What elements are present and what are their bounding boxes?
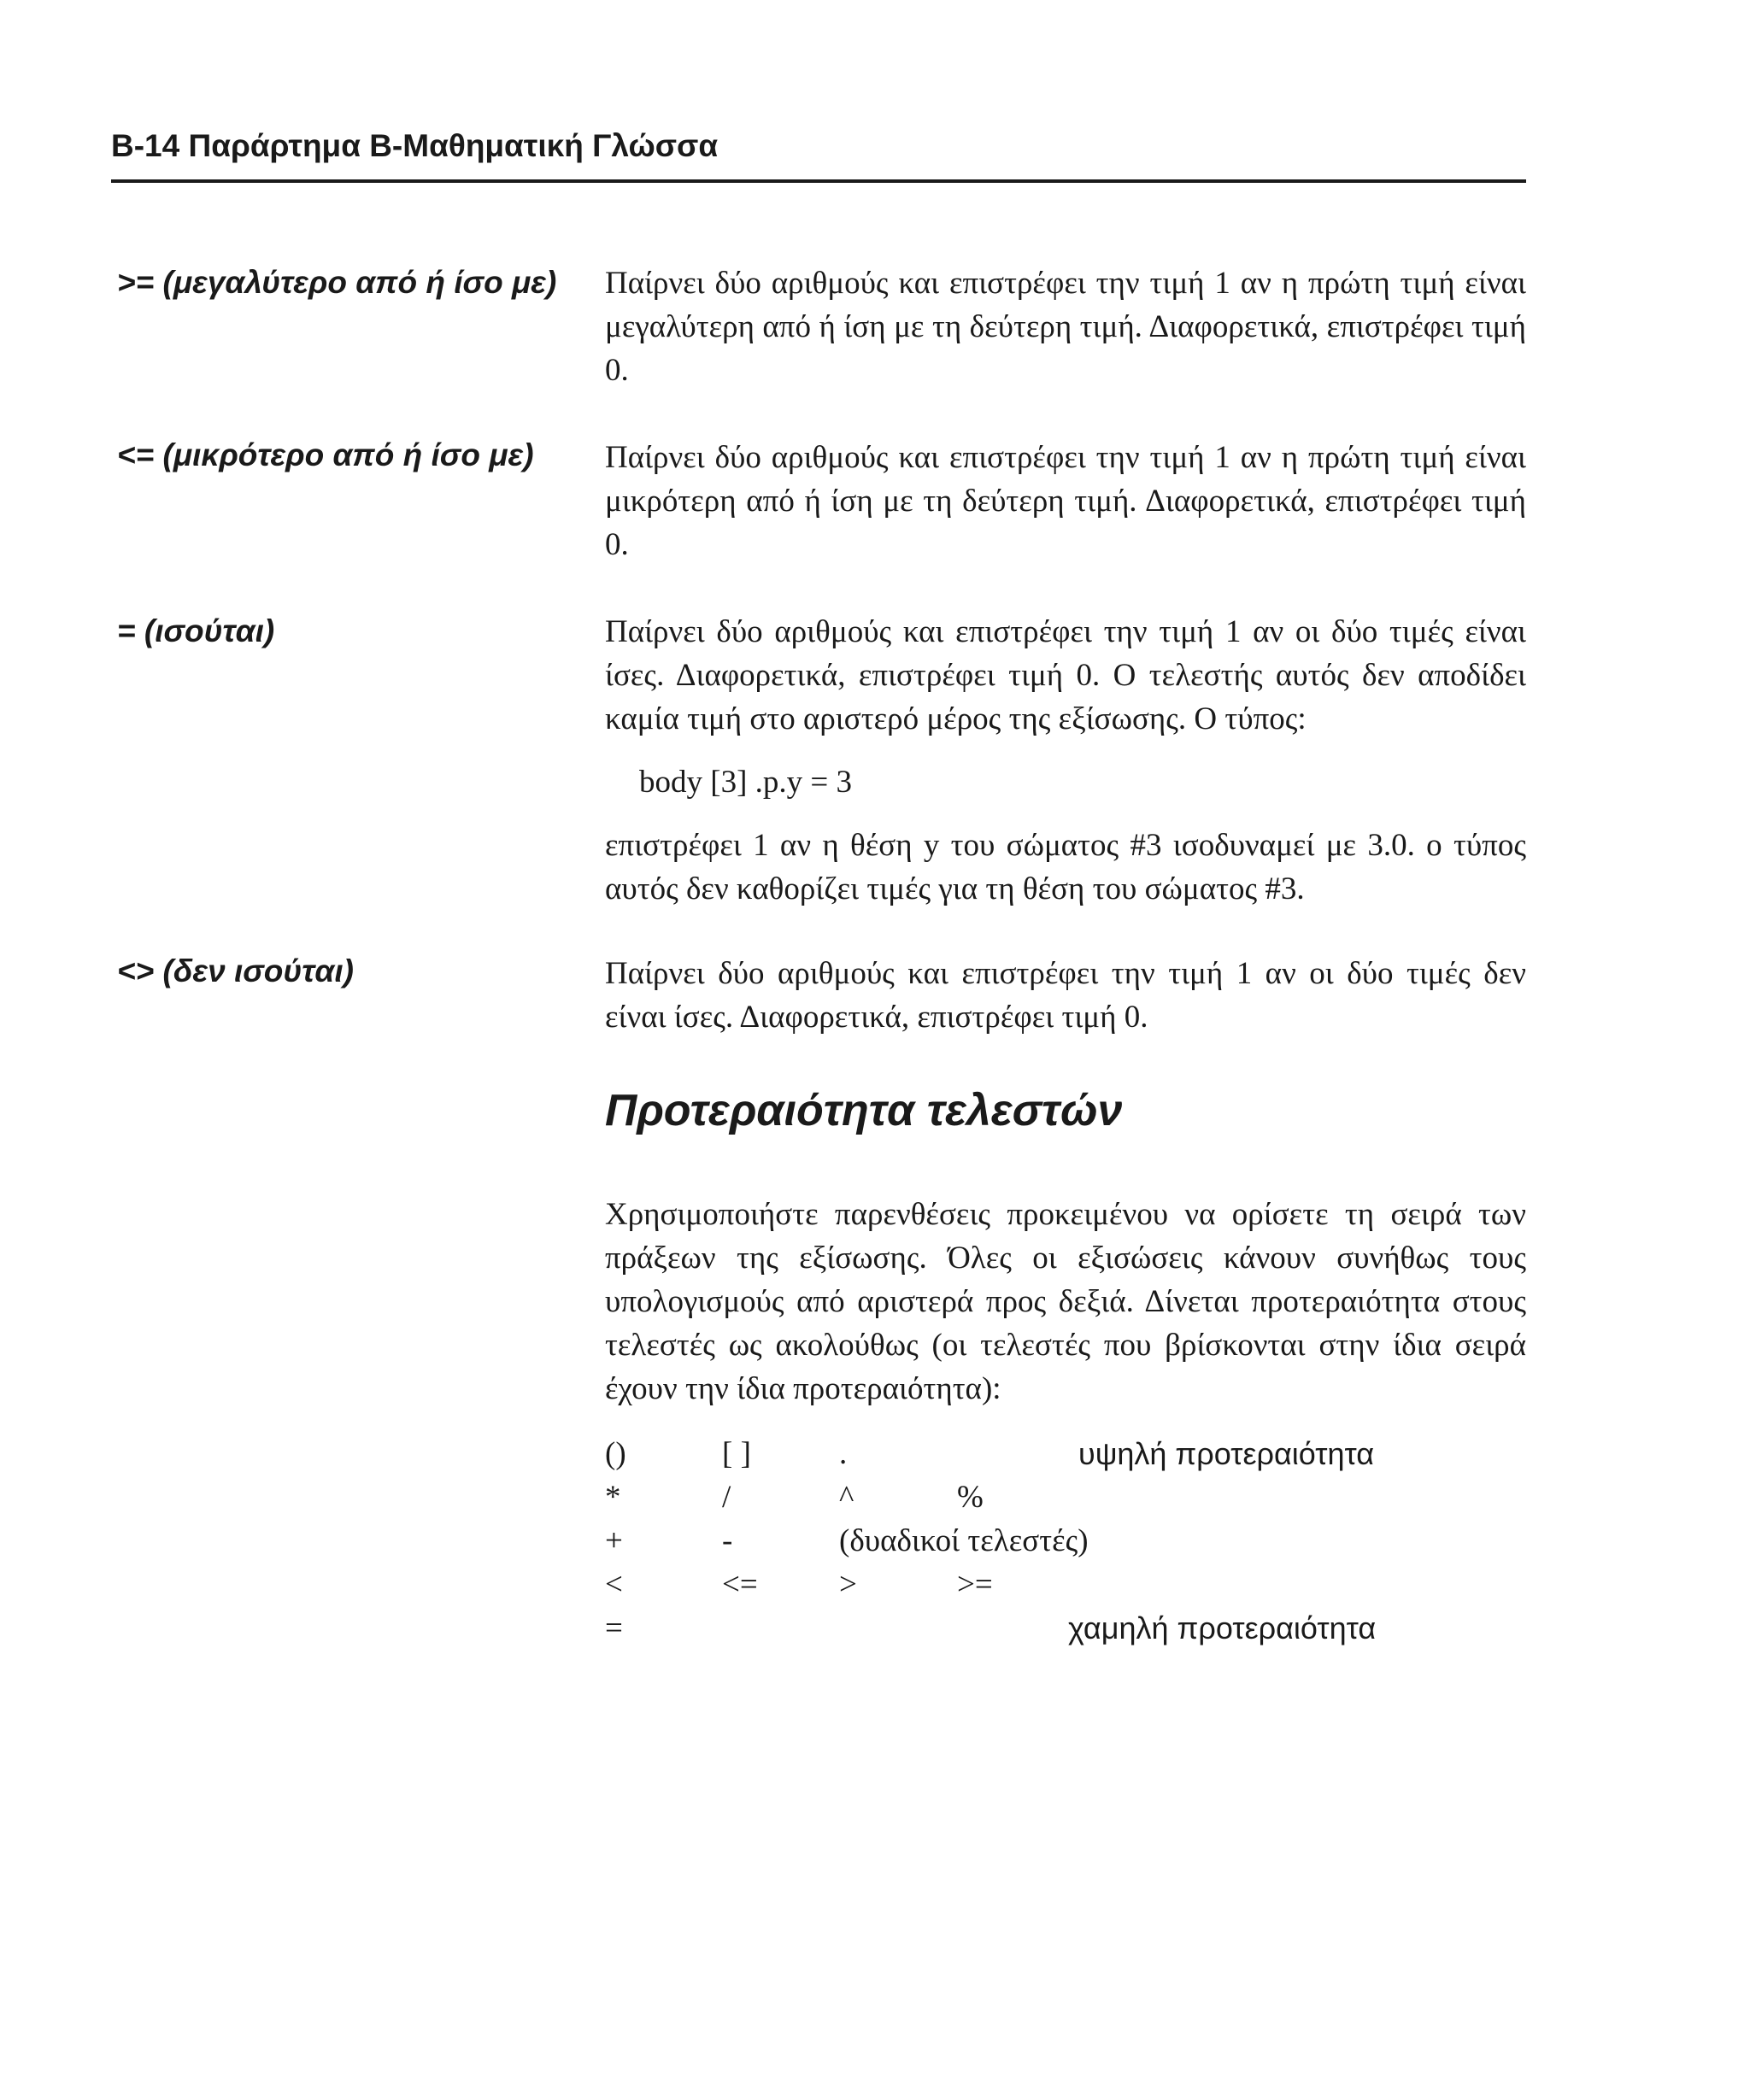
precedence-cell: + [605,1523,623,1558]
precedence-cell: (δυαδικοί τελεστές) [839,1523,1089,1558]
term-greater-equal: >= (μεγαλύτερο από ή ίσο με) [117,265,557,300]
precedence-cell: <= [722,1567,758,1602]
term-equals: = (ισούται) [117,613,275,648]
precedence-cell: > [839,1567,857,1602]
precedence-cell: * [605,1480,621,1515]
precedence-cell: >= [957,1567,993,1602]
section-title: Προτεραιότητα τελεστών [605,1086,1123,1135]
precedence-note-low: χαμηλή προτεραιότητα [1068,1610,1377,1645]
precedence-cell: / [722,1480,731,1515]
precedence-cell: [ ] [722,1436,751,1471]
precedence-note-high: υψηλή προτεραιότητα [1078,1436,1375,1471]
precedence-intro: Χρησιμοποιήστε παρενθέσεις προκειμένου να ορίσετε τη σειρά των πράξεων της εξίσωσης. Όλες οι εξισώσεις κάνουν συνήθως τους υπολογισμούς από αριστερά προς δεξιά. Δίνεται προτεραιότητα στους τελεστές ως ακολούθως (οι τελεστές που βρίσκονται στην ίδια σειρά έχουν την ίδια προτεραιότητα): [605,1197,1526,1406]
precedence-cell: = [605,1610,623,1645]
example-formula: body [3] .p.y = 3 [639,765,853,800]
desc-equals: Παίρνει δύο αριθμούς και επιστρέφει την τιμή 1 αν οι δύο τιμές είναι ίσες. Διαφορετικά, επιστρέφει τιμή 0. Ο τελεστής αυτός δεν αποδίδει καμία τιμή στο αριστερό μέρος της εξίσωσης. Ο τύπος: [605,614,1526,736]
precedence-cell: - [722,1523,733,1558]
precedence-cell: . [839,1436,848,1471]
precedence-cell: % [957,1480,984,1515]
precedence-cell: < [605,1567,623,1602]
term-not-equal: <> (δεν ισούται) [117,953,354,988]
desc-less-equal: Παίρνει δύο αριθμούς και επιστρέφει την τιμή 1 αν η πρώτη τιμή είναι μικρότερη από ή ίση με τη δεύτερη τιμή. Διαφορετικά, επιστρέφει τιμή 0. [605,440,1526,562]
precedence-cell: ^ [839,1480,854,1515]
desc-not-equal: Παίρνει δύο αριθμούς και επιστρέφει την τιμή 1 αν οι δύο τιμές δεν είναι ίσες. Διαφορετικά, επιστρέφει τιμή 0. [605,956,1526,1035]
desc-equals-followup: επιστρέφει 1 αν η θέση y του σώματος #3 ισοδυναμεί με 3.0. ο τύπος αυτός δεν καθορίζει τιμές για τη θέση του σώματος #3. [605,828,1526,906]
desc-greater-equal: Παίρνει δύο αριθμούς και επιστρέφει την τιμή 1 αν η πρώτη τιμή είναι μεγαλύτερη από ή ίση με τη δεύτερη τιμή. Διαφορετικά, επιστρέφει τιμή 0. [605,266,1526,388]
term-less-equal: <= (μικρότερο από ή ίσο με) [117,437,534,472]
precedence-cell: () [605,1436,626,1471]
header-rule [111,179,1526,183]
page-header: B-14 Παράρτημα B-Μαθηματική Γλώσσα [111,128,719,163]
